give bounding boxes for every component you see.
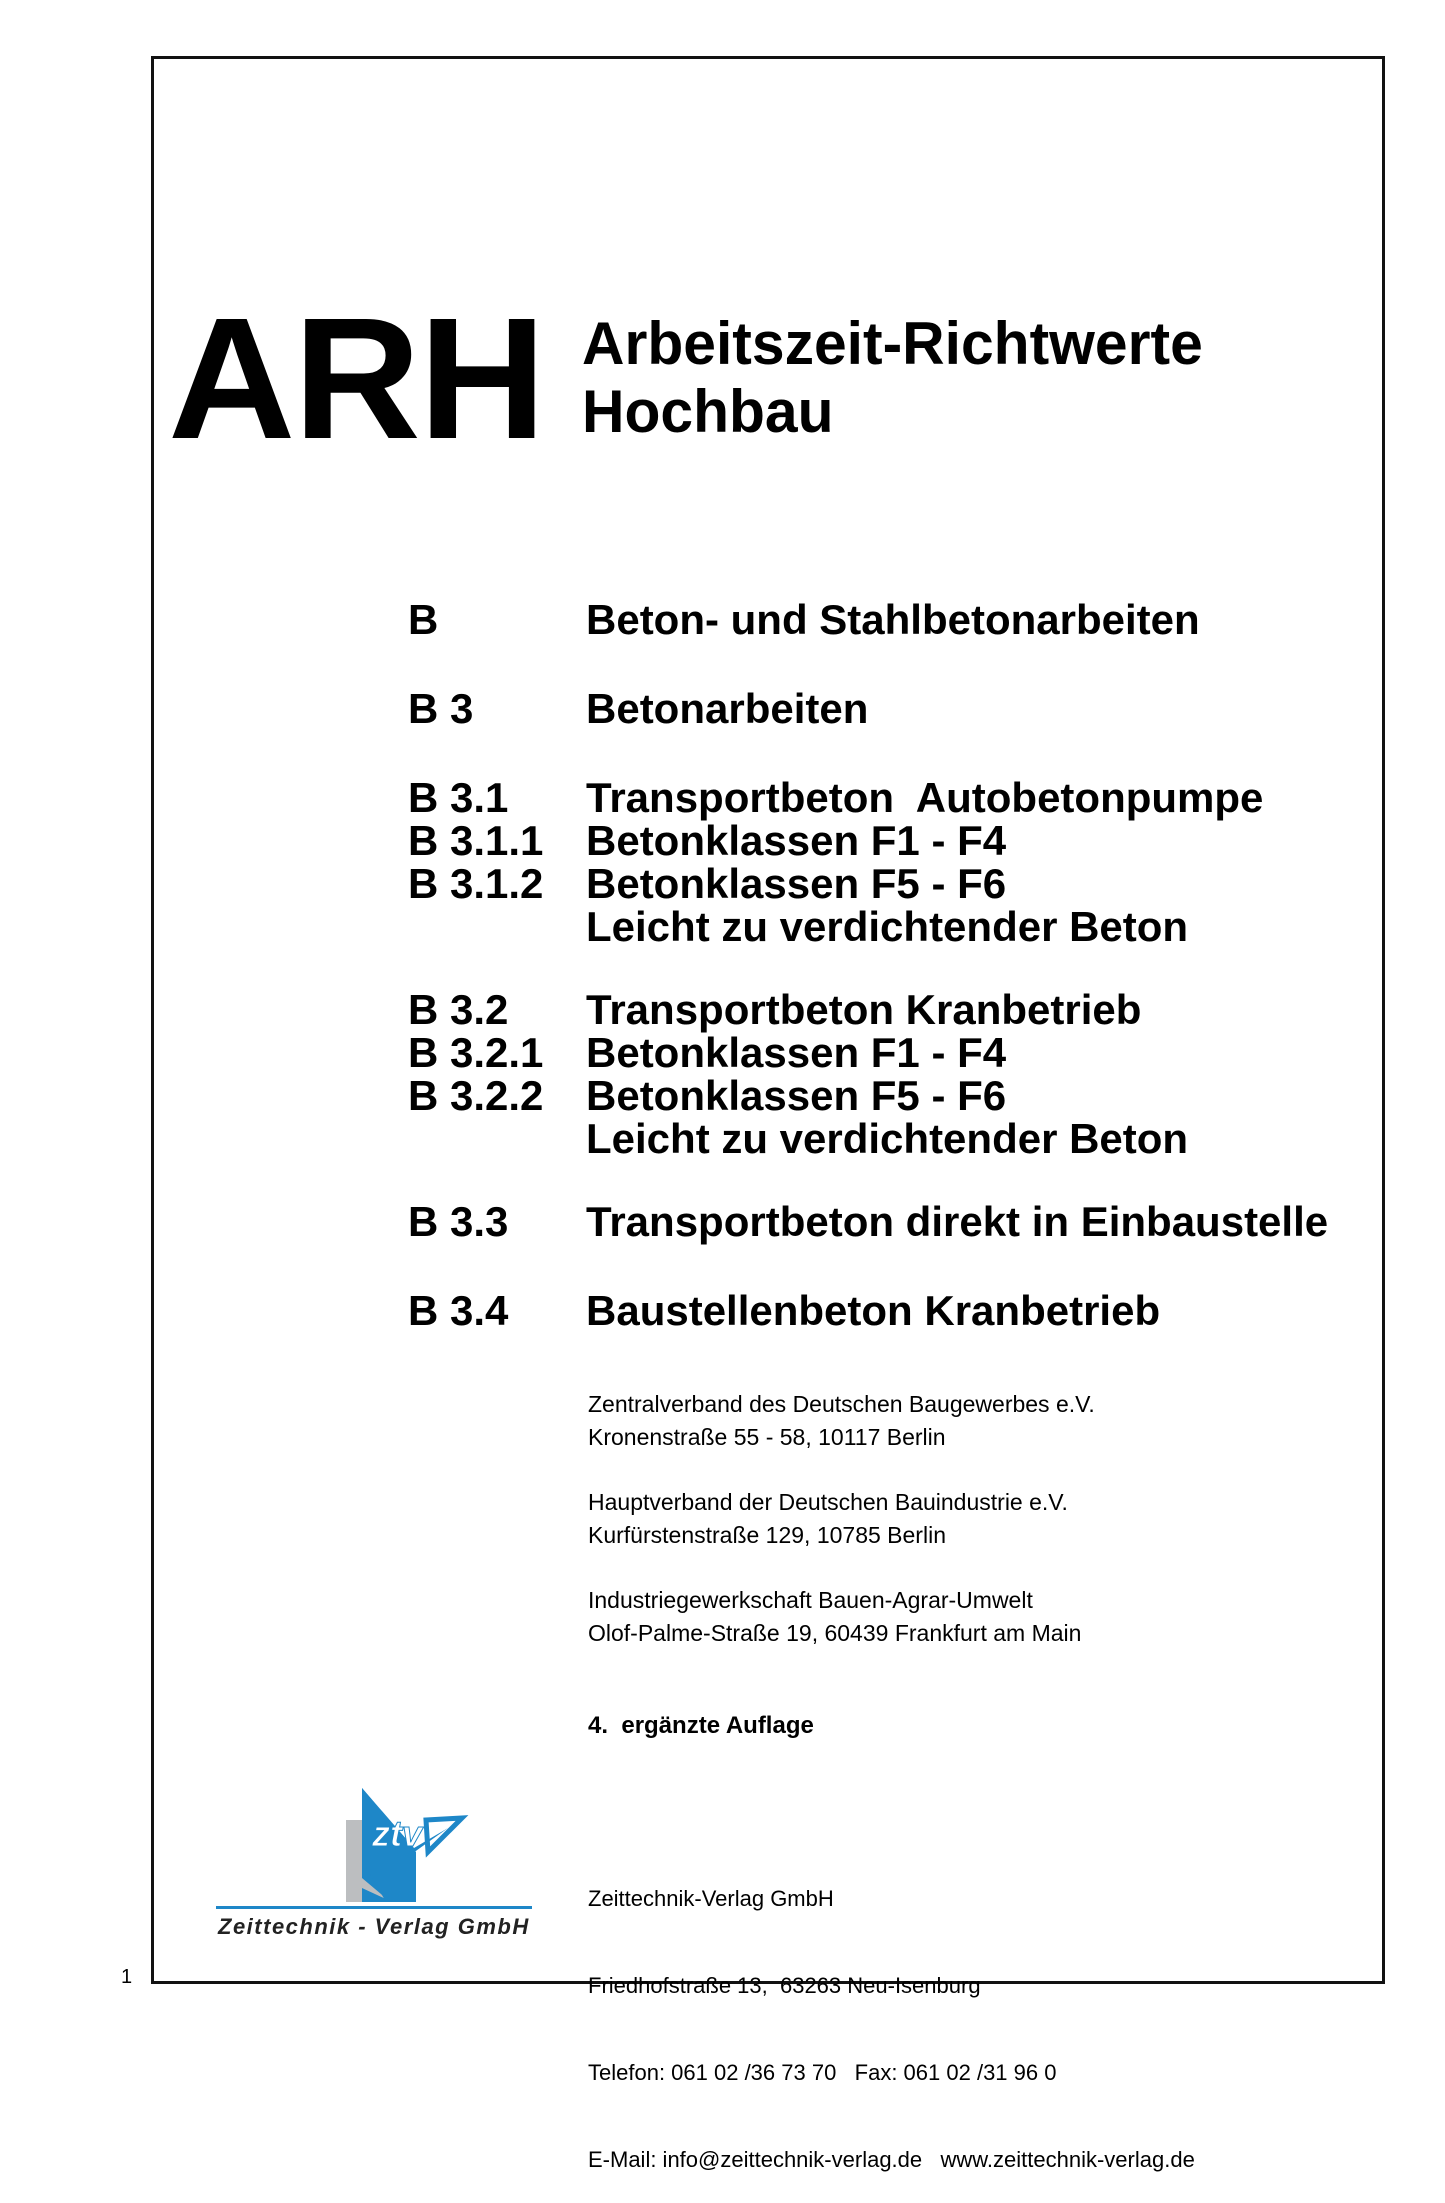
publisher-name: Zeittechnik-Verlag GmbH <box>588 1886 834 1911</box>
toc-label: Betonklassen F5 - F6 <box>586 1072 1007 1119</box>
toc-label: Betonklassen F1 - F4 <box>586 817 1007 864</box>
toc-row <box>408 687 1328 730</box>
logo-divider <box>216 1906 532 1909</box>
toc-code: B 3 <box>408 685 474 732</box>
toc-group <box>408 598 1328 641</box>
toc-code: B 3.4 <box>408 1287 509 1334</box>
toc-code: B 3.1.1 <box>408 817 544 864</box>
organization-address: Kronenstraße 55 - 58, 10117 Berlin <box>588 1424 946 1450</box>
toc-label: Leicht zu verdichtender Beton <box>586 1115 1189 1162</box>
toc-label: Transportbeton Autobetonpumpe <box>586 774 1264 821</box>
cover-acronym: ARH <box>168 281 545 475</box>
toc-code: B 3.2.2 <box>408 1072 544 1119</box>
organization-name: Zentralverband des Deutschen Baugewerbes e.V. <box>588 1391 1095 1417</box>
toc-label: Betonarbeiten <box>586 685 869 732</box>
toc-code: B 3.1.2 <box>408 860 544 907</box>
organization-address: Olof-Palme-Straße 19, 60439 Frankfurt am Main <box>588 1620 1082 1646</box>
toc-row <box>408 862 1328 905</box>
logo-caption: Zeittechnik - Verlag GmbH <box>218 1914 530 1939</box>
toc-code: B 3.1 <box>408 774 509 821</box>
toc-code <box>408 1117 586 1160</box>
toc-row <box>408 776 1328 819</box>
toc-code: B 3.3 <box>408 1198 509 1245</box>
toc-row <box>408 819 1328 862</box>
publisher-address: Friedhofstraße 13, 63263 Neu-Isenburg <box>588 1973 981 1998</box>
toc-row <box>408 1031 1328 1074</box>
publisher-phone-fax: Telefon: 061 02 /36 73 70 Fax: 061 02 /31 96 0 <box>588 2060 1057 2085</box>
toc-label: Transportbeton Kranbetrieb <box>586 986 1142 1033</box>
ztv-logo-icon <box>216 1788 536 1913</box>
toc-label: Betonklassen F5 - F6 <box>586 860 1007 907</box>
toc-label: Transportbeton direkt in Einbaustelle <box>586 1198 1329 1245</box>
toc-row <box>408 988 1328 1031</box>
toc-group <box>408 1200 1328 1243</box>
toc-row <box>408 1074 1328 1117</box>
toc-row <box>408 1200 1328 1243</box>
toc-row <box>408 1289 1328 1332</box>
toc-group <box>408 988 1328 1160</box>
svg-text:ztv: ztv <box>372 1813 423 1854</box>
table-of-contents <box>408 598 1328 1378</box>
cover-title-line1: Arbeitszeit-Richtwerte <box>582 310 1203 377</box>
toc-code: B 3.2.1 <box>408 1029 544 1076</box>
organization <box>588 1388 1095 1454</box>
toc-group <box>408 687 1328 730</box>
toc-group <box>408 1289 1328 1332</box>
toc-row <box>408 1117 1328 1160</box>
toc-group <box>408 776 1328 948</box>
organization <box>588 1584 1095 1650</box>
publisher-email-web: E-Mail: info@zeittechnik-verlag.de www.zeittechnik-verlag.de <box>588 2147 1195 2172</box>
toc-row <box>408 598 1328 641</box>
toc-label: Leicht zu verdichtender Beton <box>586 903 1189 950</box>
toc-code: B 3.2 <box>408 986 509 1033</box>
cover-title <box>582 310 1203 446</box>
toc-row <box>408 905 1328 948</box>
page-number: 1 <box>121 1966 133 1988</box>
organization-name: Hauptverband der Deutschen Bauindustrie e.V. <box>588 1489 1068 1515</box>
edition: 4. ergänzte Auflage <box>588 1712 814 1739</box>
toc-code <box>408 905 586 948</box>
organization-name: Industriegewerkschaft Bauen-Agrar-Umwelt <box>588 1587 1033 1613</box>
toc-label: Beton- und Stahlbetonarbeiten <box>586 596 1200 643</box>
organization-address: Kurfürstenstraße 129, 10785 Berlin <box>588 1522 946 1548</box>
organization <box>588 1486 1095 1552</box>
toc-label: Baustellenbeton Kranbetrieb <box>586 1287 1161 1334</box>
cover-title-line2: Hochbau <box>582 378 834 445</box>
toc-code: B <box>408 596 439 643</box>
toc-label: Betonklassen F1 - F4 <box>586 1029 1007 1076</box>
publisher-info <box>588 1826 1195 2203</box>
organizations <box>588 1388 1095 1682</box>
